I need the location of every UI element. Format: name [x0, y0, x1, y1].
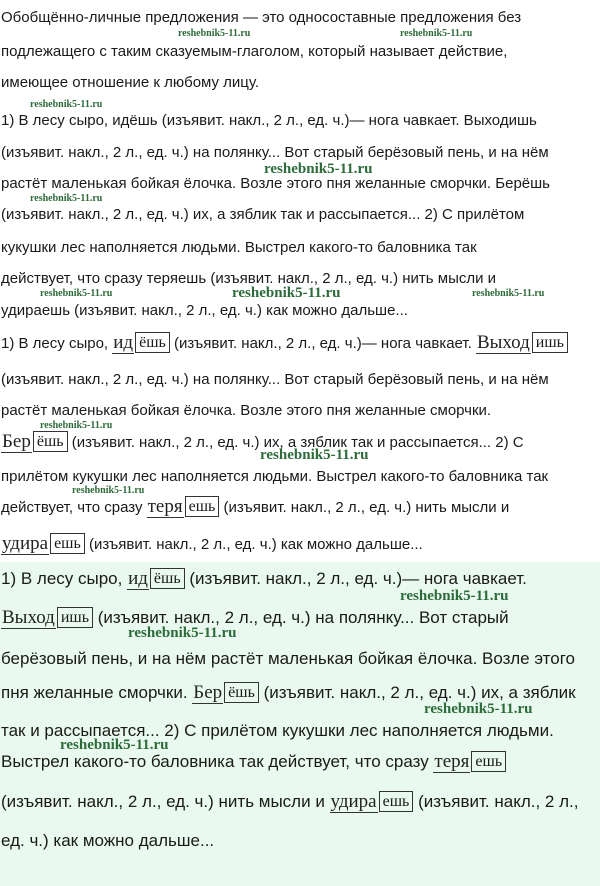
word-stem: теря: [434, 751, 470, 772]
watermark: reshebnik5-11.ru: [178, 28, 251, 39]
word-stem: Бер: [2, 431, 31, 452]
word-ending-box: ишь: [57, 607, 93, 628]
green-text: (изъявит. накл., 2 л.,: [413, 792, 579, 811]
green-text: (изъявит. накл., 2 л., ед. ч.) нить мысли и: [1, 792, 330, 811]
green-text: 1) В лесу сыро,: [1, 569, 128, 588]
plain-line-5: кукушки лес наполняется людьми. Выстрел какого-то баловника так: [1, 239, 477, 256]
watermark: reshebnik5-11.ru: [472, 288, 545, 299]
word-ending-box: ешь: [185, 496, 220, 517]
watermark: reshebnik5-11.ru: [424, 701, 533, 717]
watermark: reshebnik5-11.ru: [40, 420, 113, 431]
plain-line-4: (изъявит. накл., 2 л., ед. ч.) их, а зяблик так и рассыпается... 2) С прилётом: [1, 206, 525, 223]
intro-line-3: имеющее отношение к любому лицу.: [1, 74, 260, 91]
watermark: reshebnik5-11.ru: [400, 28, 473, 39]
green-line-6: [1, 752, 596, 773]
marked-line-6: [1, 497, 596, 518]
watermark: reshebnik5-11.ru: [30, 193, 103, 204]
green-line-3: берёзовый пень, и на нём растёт маленькая бойкая ёлочка. Возле этого: [1, 649, 575, 668]
word-ending-box: ешь: [471, 751, 506, 772]
word-stem: удира: [330, 791, 377, 812]
marked-text: (изъявит. накл., 2 л., ед. ч.) нить мысли и: [219, 499, 510, 516]
marked-text: (изъявит. накл., 2 л., ед. ч.)— нога чавкает.: [169, 335, 476, 352]
plain-line-3: растёт маленькая бойкая ёлочка. Возле этого пня желанные сморчки. Берёшь: [1, 175, 550, 192]
word-stem: удира: [2, 533, 49, 554]
plain-line-2: (изъявит. накл., 2 л., ед. ч.) на полянку... Вот старый берёзовый пень, и на нём: [1, 144, 549, 161]
marked-line-5: прилётом кукушки лес наполняется людьми. Выстрел какого-то баловника так: [1, 468, 549, 485]
green-text: (изъявит. накл., 2 л., ед. ч.) на полянку... Вот старый: [93, 608, 509, 627]
marked-text: действует, что сразу: [1, 499, 147, 516]
plain-line-6: действует, что сразу теряешь (изъявит. накл., 2 л., ед. ч.) нить мысли и: [1, 270, 497, 287]
word-stem: ид: [113, 332, 134, 353]
green-line-7: [1, 792, 596, 813]
marked-text: (изъявит. накл., 2 л., ед. ч.) как можно дальше...: [84, 536, 423, 553]
intro-line-1: Обобщённо-личные предложения — это односоставные предложения без: [1, 9, 522, 26]
green-line-1: [1, 569, 596, 590]
watermark: reshebnik5-11.ru: [128, 625, 237, 641]
watermark: reshebnik5-11.ru: [264, 161, 373, 177]
watermark: reshebnik5-11.ru: [60, 737, 169, 753]
green-text: (изъявит. накл., 2 л., ед. ч.) их, а зяблик: [258, 683, 576, 702]
word-stem: Выход: [2, 607, 55, 628]
marked-text: 1) В лесу сыро,: [1, 335, 113, 352]
marked-line-1: [1, 333, 596, 354]
word-stem: ид: [128, 568, 148, 589]
green-text: Выстрел какого-то баловника так действует, что сразу: [1, 752, 434, 771]
word-stem: теря: [147, 496, 183, 517]
watermark: reshebnik5-11.ru: [260, 447, 369, 463]
watermark: reshebnik5-11.ru: [30, 99, 103, 110]
green-text: пня желанные сморчки.: [1, 683, 193, 702]
watermark: reshebnik5-11.ru: [232, 285, 341, 301]
green-line-5: так и рассыпается... 2) С прилётом кукушки лес наполняется людьми.: [1, 721, 554, 740]
marked-line-2: (изъявит. накл., 2 л., ед. ч.) на полянку... Вот старый берёзовый пень, и на нём: [1, 371, 549, 388]
marked-line-3: растёт маленькая бойкая ёлочка. Возле этого пня желанные сморчки.: [1, 402, 492, 419]
word-ending-box: ёшь: [135, 332, 170, 353]
marked-text: (изъявит. накл., 2 л., ед. ч.) их, а зяблик так и рассыпается... 2) С: [67, 434, 524, 451]
word-ending-box: ёшь: [150, 568, 185, 589]
marked-line-7: [1, 534, 596, 555]
plain-line-7: удираешь (изъявит. накл., 2 л., ед. ч.) как можно дальше...: [1, 302, 408, 319]
green-text: (изъявит. накл., 2 л., ед. ч.)— нога чавкает.: [184, 569, 527, 588]
word-ending-box: ёшь: [224, 682, 259, 703]
green-line-2: [1, 608, 596, 629]
watermark: reshebnik5-11.ru: [72, 485, 145, 496]
watermark: reshebnik5-11.ru: [40, 288, 113, 299]
word-stem: Бер: [193, 682, 223, 703]
intro-line-2: подлежащего с таким сказуемым-глаголом, который называет действие,: [1, 43, 508, 60]
watermark: reshebnik5-11.ru: [400, 588, 509, 604]
word-ending-box: ешь: [50, 533, 85, 554]
green-line-8: ед. ч.) как можно дальше...: [1, 831, 215, 850]
word-ending-box: ишь: [532, 332, 568, 353]
word-stem: Выход: [476, 332, 530, 353]
word-ending-box: ёшь: [33, 431, 68, 452]
word-ending-box: ешь: [379, 791, 414, 812]
plain-line-1: 1) В лесу сыро, идёшь (изъявит. накл., 2 л., ед. ч.)— нога чавкает. Выходишь: [1, 112, 537, 129]
